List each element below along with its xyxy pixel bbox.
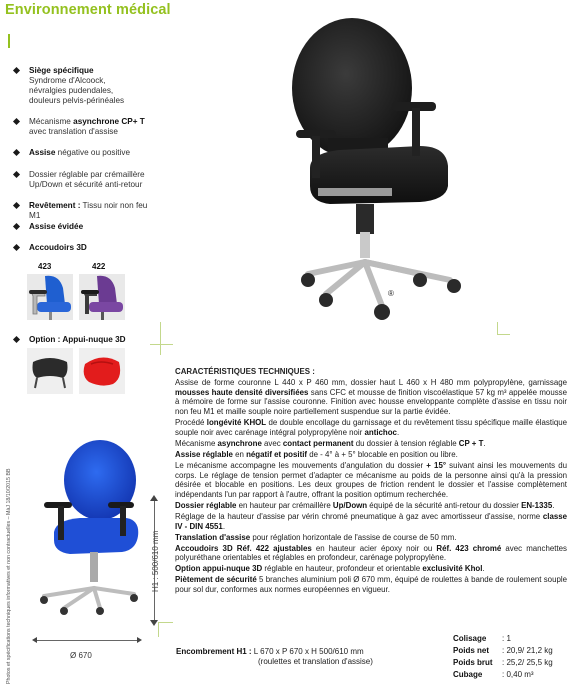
diameter-dimension-line bbox=[36, 640, 138, 641]
height-dimension-label: H1 : 500/610 mm bbox=[151, 530, 160, 592]
arrow-right-icon bbox=[137, 637, 142, 643]
armrest-423-image bbox=[27, 274, 73, 320]
corner-bracket bbox=[158, 622, 173, 637]
bullet-icon bbox=[13, 67, 20, 74]
spec-paragraph: Translation d'assise pour réglation horizontale de l'assise de course de 50 mm. bbox=[175, 532, 457, 542]
bullet-icon bbox=[13, 336, 20, 343]
spec-paragraph: Assise réglable en négatif et positif de - 4° à + 5° blocable en position ou libre. bbox=[175, 449, 458, 459]
bullet-icon bbox=[13, 118, 20, 125]
bullet-icon bbox=[13, 223, 20, 230]
specs-heading: CARACTÉRISTIQUES TECHNIQUES : bbox=[175, 367, 315, 376]
poids-net: Poids net bbox=[453, 646, 490, 655]
bullet-icon bbox=[13, 149, 20, 156]
cubage-value: : 0,40 m³ bbox=[502, 670, 534, 679]
feature-bold: Siège spécifique bbox=[29, 66, 94, 75]
feature-item: Assise négative ou positive bbox=[14, 148, 149, 158]
encombrement-note: (roulettes et translation d'assise) bbox=[258, 657, 373, 666]
spec-paragraph: Le mécanisme accompagne les mouvements d'angulation du dossier + 15° suivant ainsi les mouvements du corps. Le réglage de tension permet d'adapter ce mécanisme au poids de la personne ainsi qu'à la pression désirée et blocable en positions. Les deux groupes de friction rendent le dossier et l'assise complètement indépendants l'un par rapport à l'autre, offrant la position optimum recherchée. bbox=[175, 460, 568, 499]
accent-rule bbox=[8, 34, 10, 48]
feature-item: Revêtement : Tissu noir non feu M1 bbox=[14, 201, 149, 221]
corner-bracket bbox=[160, 344, 173, 355]
spec-paragraph: Option appui-nuque 3D réglable en hauteur, profondeur et orientable exclusivité Khol. bbox=[175, 564, 485, 574]
spec-paragraph: Assise de forme couronne L 440 x P 460 mm, dossier haut L 460 x H 480 mm polypropylène, garnissage mousses haute densité diversifiées sans CFC et mousse de finition viscoélastique 57 kg m³ appelée mousse à mémoire de forme sur l'assise couronne. Finition avec housse enveloppante complète d'assise en tissu noir non feu M1 et maille souple noire partiellement suspendue sur la partie évidée. bbox=[175, 378, 567, 417]
diameter-dimension-label: Ø 670 bbox=[70, 651, 92, 660]
spec-paragraph: Accoudoirs 3D Réf. 422 ajustables en hauteur acier époxy noir ou Réf. 423 chromé avec manchettes polyuréthane orientables et réglables en profondeur, carénage polypropylène. bbox=[175, 543, 567, 563]
poids-brut: Poids brut bbox=[453, 658, 493, 667]
poids-net-value: : 20,9/ 21,2 kg bbox=[502, 646, 553, 655]
main-chair-image bbox=[270, 18, 470, 323]
spec-paragraph: Procédé longévité KHOL de double encollage du garnissage et du revêtement tissu spécifique maille élastique souple noir avec carénage intégral polypropylène noir antichoc. bbox=[175, 418, 567, 437]
registered-mark: ® bbox=[388, 289, 394, 298]
blue-chair-image bbox=[30, 440, 140, 615]
feature-item bbox=[14, 66, 149, 106]
feature-sub: Syndrome d'Alcoock, bbox=[29, 76, 106, 85]
feature-sub: douleurs pelvis-périnéales bbox=[29, 96, 125, 105]
cubage: Cubage bbox=[453, 670, 483, 679]
feature-item: Dossier réglable par crémaillère Up/Down et sécurité anti-retour bbox=[14, 170, 149, 190]
spec-paragraph: Mécanisme asynchrone avec contact permanent du dossier à tension réglable CP + T. bbox=[175, 438, 486, 448]
arrow-down-icon bbox=[150, 620, 158, 626]
corner-bracket bbox=[497, 322, 510, 335]
encombrement: Encombrement H1 : L 670 x P 670 x H 500/610 mm bbox=[176, 647, 364, 656]
feature-item: Assise évidée bbox=[14, 222, 149, 232]
poids-brut-value: : 25,2/ 25,5 kg bbox=[502, 658, 553, 667]
feature-item: Mécanisme asynchrone CP+ T avec translation d'assise bbox=[14, 117, 149, 137]
copyright-note: Photos et spécifications techniques informatives et non contractuelles – MàJ 18/10/2015 BB bbox=[6, 468, 12, 684]
feature-sub: névralgies pudendales, bbox=[29, 86, 114, 95]
arrow-left-icon bbox=[32, 637, 37, 643]
spec-paragraph: Dossier réglable en hauteur par crémaillère Up/Down équipé de la sécurité anti-retour du dossier EN-1335. bbox=[175, 500, 555, 510]
bullet-icon bbox=[13, 171, 20, 178]
armrest-ref-422: 422 bbox=[92, 262, 106, 271]
armrest-ref-423: 423 bbox=[38, 262, 52, 271]
feature-item-option: Option : Appui-nuque 3D bbox=[14, 335, 149, 345]
spec-paragraph: Réglage de la hauteur d'assise par vérin chromé pneumatique à gaz avec amortisseur d'assise, norme classe IV - DIN 4551. bbox=[175, 511, 567, 531]
bullet-icon bbox=[13, 244, 20, 251]
armrest-422-image bbox=[79, 274, 125, 320]
feature-item: Accoudoirs 3D bbox=[14, 243, 149, 253]
corner-bracket bbox=[150, 322, 161, 345]
neckrest-red-image bbox=[79, 348, 125, 394]
technical-specs bbox=[175, 367, 567, 596]
page-title: Environnement médical bbox=[5, 2, 171, 18]
colisage: Colisage bbox=[453, 634, 487, 643]
spec-paragraph: Piètement de sécurité 5 branches aluminium poli Ø 670 mm, équipé de roulettes à bande de roulement souple pour sol dur, conformes aux normes européennes en vigueur. bbox=[175, 575, 567, 595]
arrow-up-icon bbox=[150, 495, 158, 501]
bullet-icon bbox=[13, 202, 20, 209]
neckrest-black-image bbox=[27, 348, 73, 394]
colisage-value: : 1 bbox=[502, 634, 511, 643]
